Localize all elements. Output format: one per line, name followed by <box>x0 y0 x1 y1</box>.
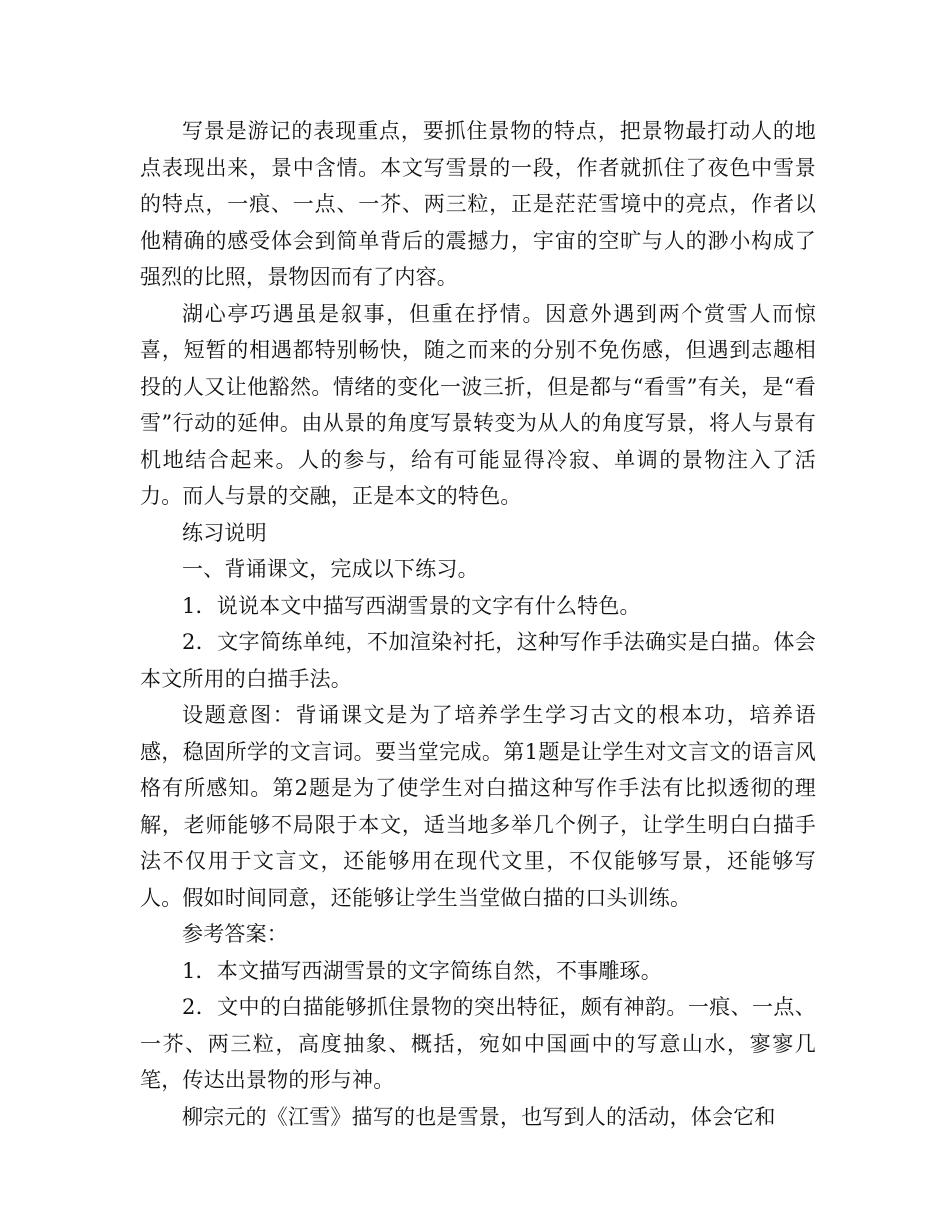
paragraph-scenery-writing: 写景是游记的表现重点，要抓住景物的特点，把景物最打动人的地点表现出来，景中含情。本文写雪景的一段，作者就抓住了夜色中雪景的特点，一痕、一点、一芥、两三粒，正是茫茫雪境中的亮点，作者以他精确的感受体会到简单背后的震撼力，宇宙的空旷与人的渺小构成了强烈的比照，景物因而有了内容。 <box>140 119 816 289</box>
paragraph-design-intent: 设题意图：背诵课文是为了培养学生学习古文的根本功，培养语感，稳固所学的文言词。要当堂完成。第1题是让学生对文言文的语言风格有所感知。第2题是为了使学生对白描这种写作手法有比拟透彻的理解，老师能够不局限于本文，适当地多举几个例子，让学生明白白描手法不仅用于文言文，还能够用在现代文里，不仅能够写景，还能够写人。假如时间同意，还能够让学生当堂做白描的口头训练。 <box>140 703 816 910</box>
paragraph-pavilion-encounter: 湖心亭巧遇虽是叙事，但重在抒情。因意外遇到两个赏雪人而惊喜，短暂的相遇都特别畅快，随之而来的分别不免伤感，但遇到志趣相投的人又让他豁然。情绪的变化一波三折，但是都与“看雪”有关，是“看雪”行动的延伸。由从景的角度写景转变为从人的角度写景，将人与景有机地结合起来。人的参与，给有可能显得冷寂、单调的景物注入了活力。而人与景的交融，正是本文的特色。 <box>140 301 816 508</box>
exercise-one-instruction: 一、背诵课文，完成以下练习。 <box>182 557 479 581</box>
exercise-question-2: 2．文字简练单纯，不加渲染衬托，这种写作手法确实是白描。体会本文所用的白描手法。 <box>140 630 816 691</box>
section-heading-reference-answers: 参考答案： <box>182 922 288 946</box>
answer-1: 1．本文描写西湖雪景的文字简练自然，不事雕琢。 <box>182 958 662 983</box>
document-page <box>140 113 816 1135</box>
exercise-question-1: 1．说说本文中描写西湖雪景的文字有什么特色。 <box>182 593 641 618</box>
answer-2: 2．文中的白描能够抓住景物的突出特征，颇有神韵。一痕、一点、一芥、两三粒，高度抽象、概括，宛如中国画中的写意山水，寥寥几笔，传达出景物的形与神。 <box>140 995 816 1092</box>
paragraph-jiangxue: 柳宗元的《江雪》描写的也是雪景，也写到人的活动，体会它和 <box>182 1104 776 1129</box>
section-heading-exercise-notes: 练习说明 <box>182 520 267 545</box>
